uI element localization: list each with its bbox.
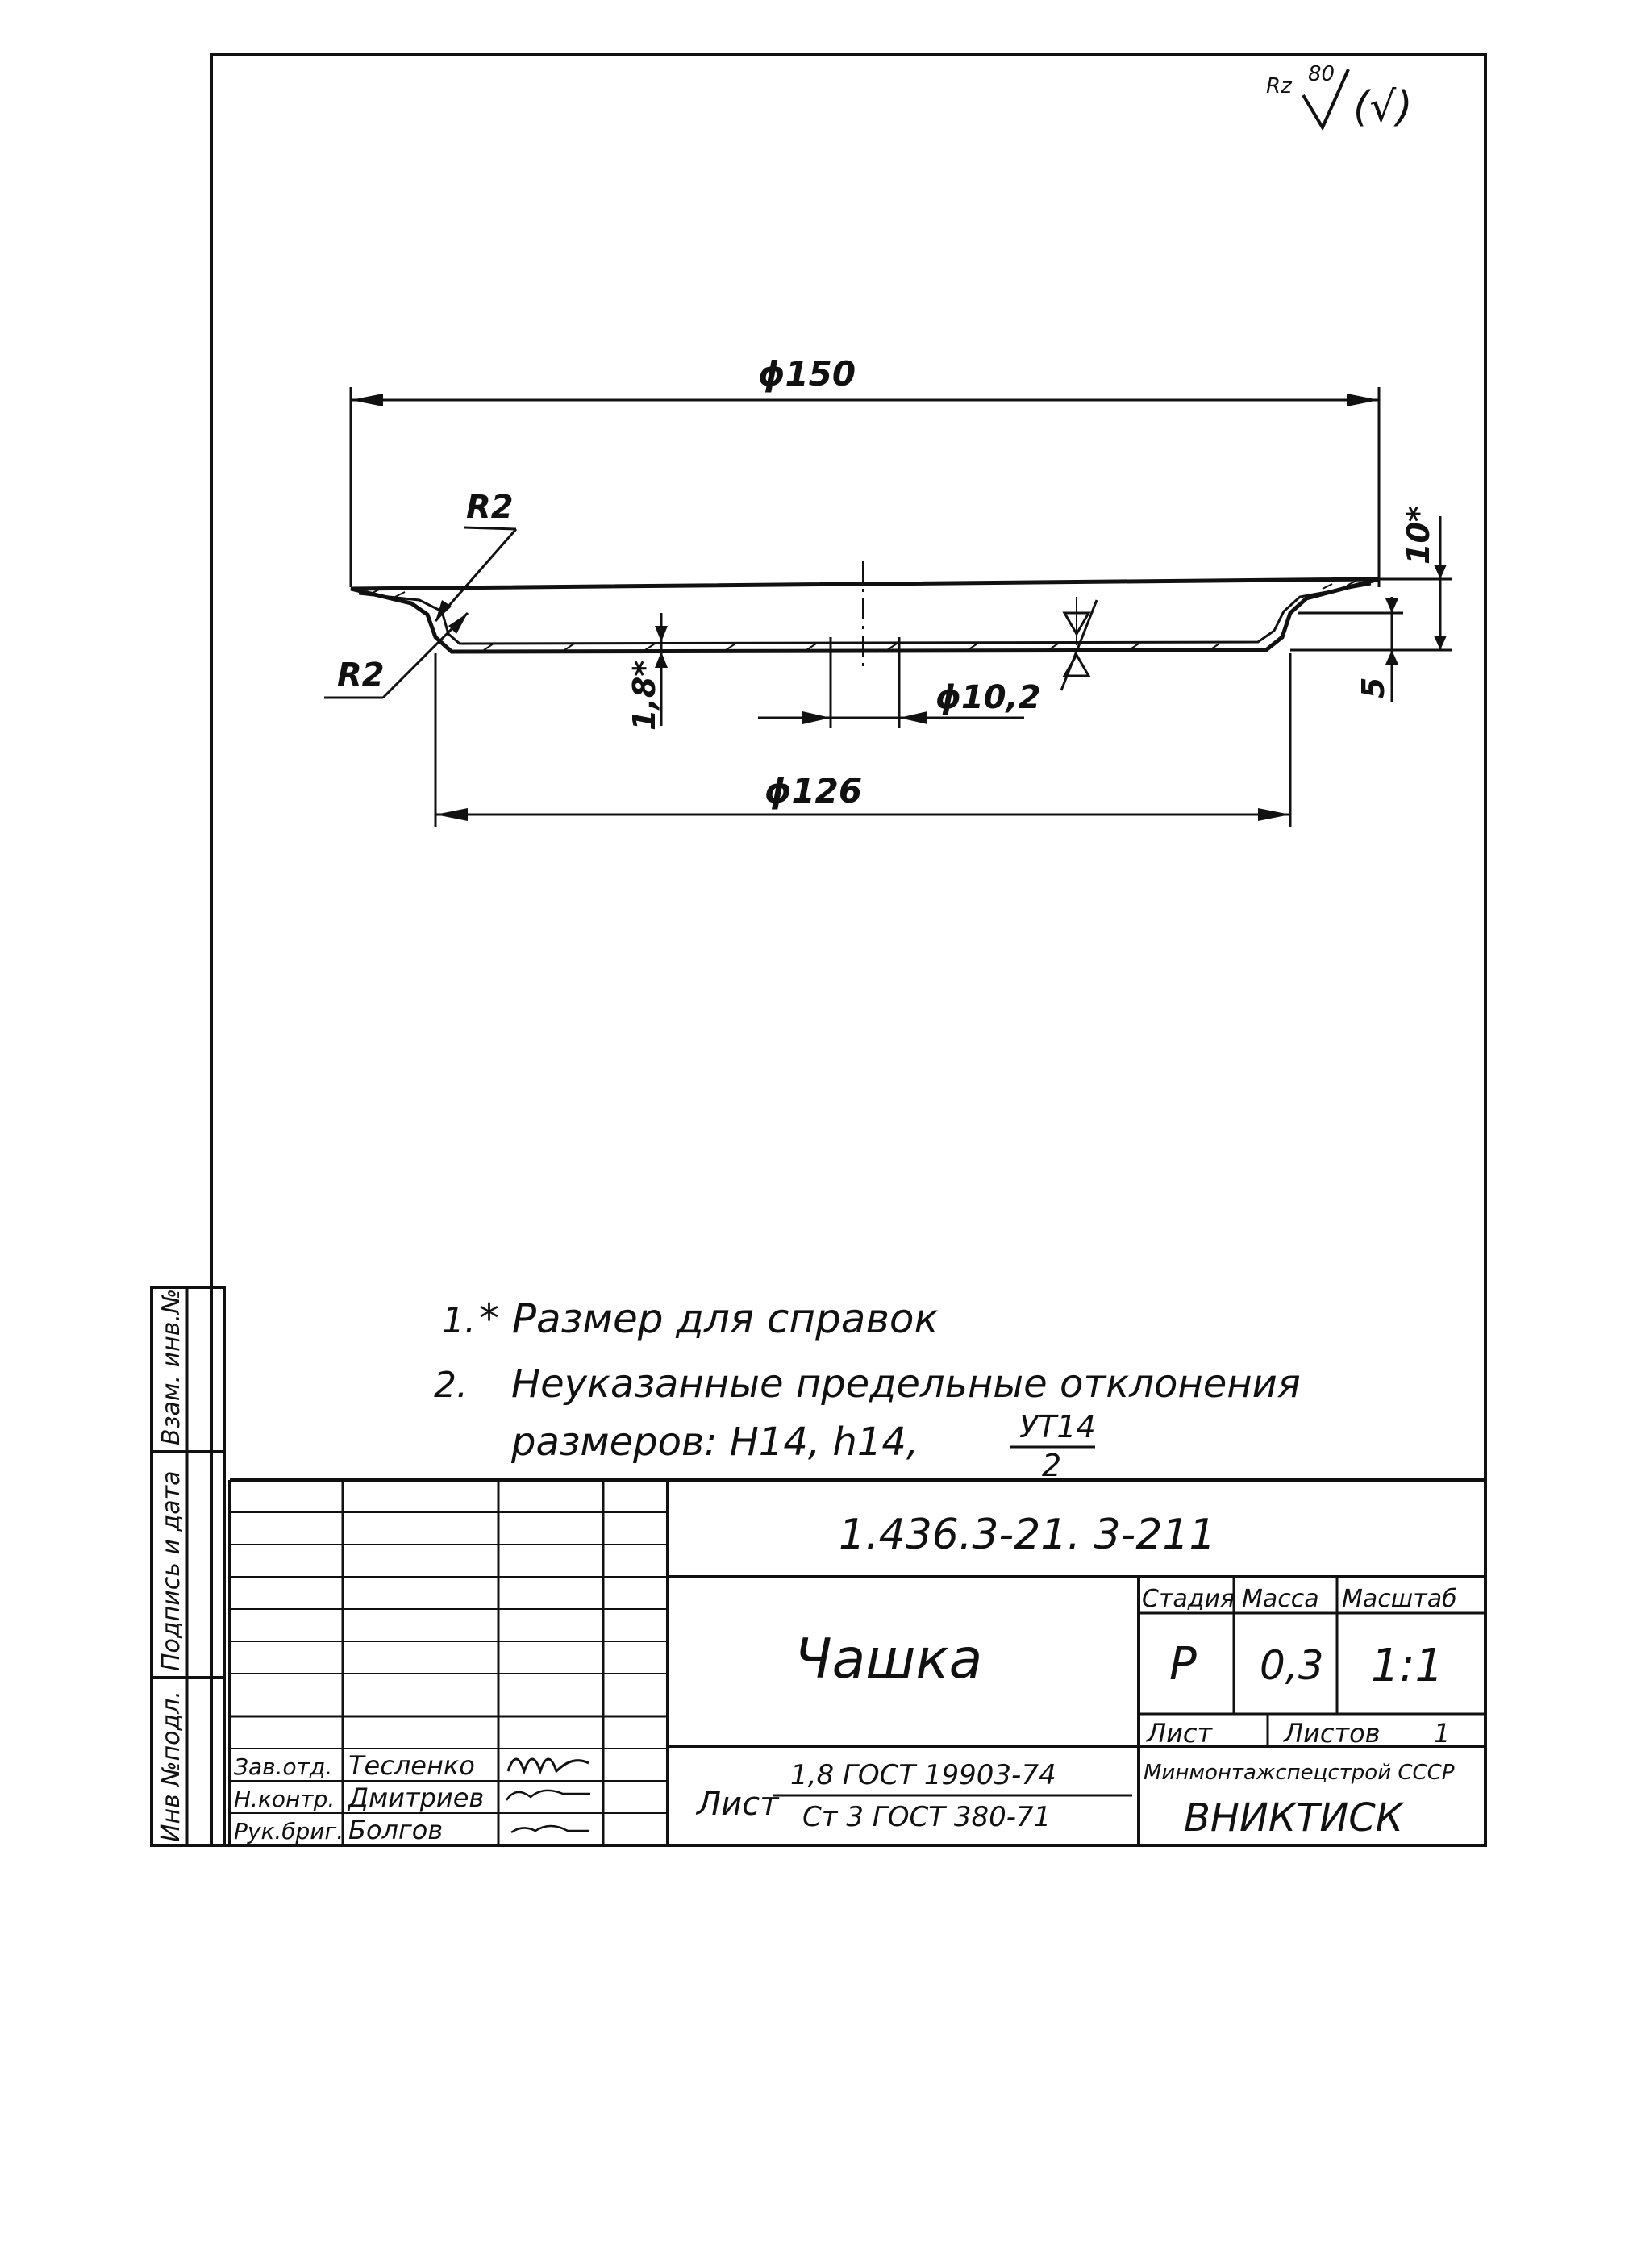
dim-radius-top: R2	[466, 489, 514, 526]
dim-height-step: 5	[1356, 677, 1391, 698]
sheets-label: Листов	[1284, 1718, 1381, 1749]
dim-thickness: 1,8*	[627, 660, 662, 731]
part-name: Чашка	[794, 1628, 983, 1691]
signature-3	[511, 1826, 589, 1832]
note-1-text: * Размер для справок	[479, 1295, 939, 1342]
stamp-replacement: Взам. инв.№	[157, 1288, 185, 1445]
mass-value: 0,3	[1260, 1642, 1324, 1689]
roughness-prefix: Rz	[1266, 74, 1292, 98]
tolerance-denominator: 2	[1042, 1448, 1062, 1483]
sheet-label: Лист	[1147, 1718, 1213, 1749]
stamp-inventory-number: Инв №подл.	[157, 1691, 185, 1842]
signature-2	[506, 1791, 590, 1800]
role-control: Н.контр.	[234, 1786, 335, 1812]
ministry: Минмонтажспецстрой СССР	[1144, 1761, 1455, 1785]
note-2-text: Неуказанные предельные отклонения	[511, 1361, 1301, 1407]
mass-header: Масса	[1242, 1585, 1319, 1613]
document-number: 1.436.3-21. 3-211	[839, 1511, 1216, 1559]
stage-header: Стадия	[1142, 1585, 1235, 1613]
part-drawing	[324, 354, 1452, 827]
name-control: Дмитриев	[348, 1782, 485, 1813]
tolerance-numerator: УТ14	[1019, 1409, 1096, 1445]
stamp-signature-date: Подпись и дата	[157, 1470, 185, 1671]
left-margin-stamps	[152, 1287, 224, 1845]
title-block	[230, 1480, 1485, 1845]
sheets-count: 1	[1434, 1718, 1451, 1749]
role-head: Зав.отд.	[234, 1753, 333, 1780]
cup-profile-inner	[359, 584, 1371, 644]
dim-hole-diameter: ϕ10,2	[935, 679, 1041, 716]
section-mark	[1061, 597, 1097, 690]
scale-header: Масштаб	[1342, 1585, 1457, 1613]
roughness-bracket: (√)	[1353, 83, 1413, 131]
material-label: Лист	[697, 1786, 779, 1823]
material-top: 1,8 ГОСТ 19903-74	[790, 1759, 1056, 1791]
dim-inner-diameter: ϕ126	[764, 771, 863, 811]
material-bottom: Ст 3 ГОСТ 380-71	[802, 1801, 1052, 1833]
dim-radius-bottom: R2	[337, 657, 385, 694]
roughness-symbol	[1266, 62, 1413, 131]
note-2-continuation: размеров: H14, h14,	[511, 1420, 919, 1465]
stage-value: Р	[1169, 1638, 1197, 1691]
organization: ВНИКТИСК	[1184, 1795, 1403, 1841]
dim-height-total: 10*	[1401, 506, 1436, 565]
scale-value: 1:1	[1371, 1640, 1444, 1692]
name-brigade: Болгов	[348, 1815, 444, 1845]
signature-1	[508, 1759, 589, 1771]
note-2-number: 2.	[434, 1365, 468, 1406]
cup-profile-outer	[351, 579, 1379, 652]
note-1-number: 1.	[442, 1300, 476, 1341]
role-brigade: Рук.бриг.	[234, 1818, 344, 1845]
notes	[434, 1295, 1301, 1483]
name-head: Тесленко	[348, 1750, 475, 1781]
roughness-value: 80	[1308, 62, 1335, 86]
dim-outer-diameter: ϕ150	[758, 354, 856, 394]
